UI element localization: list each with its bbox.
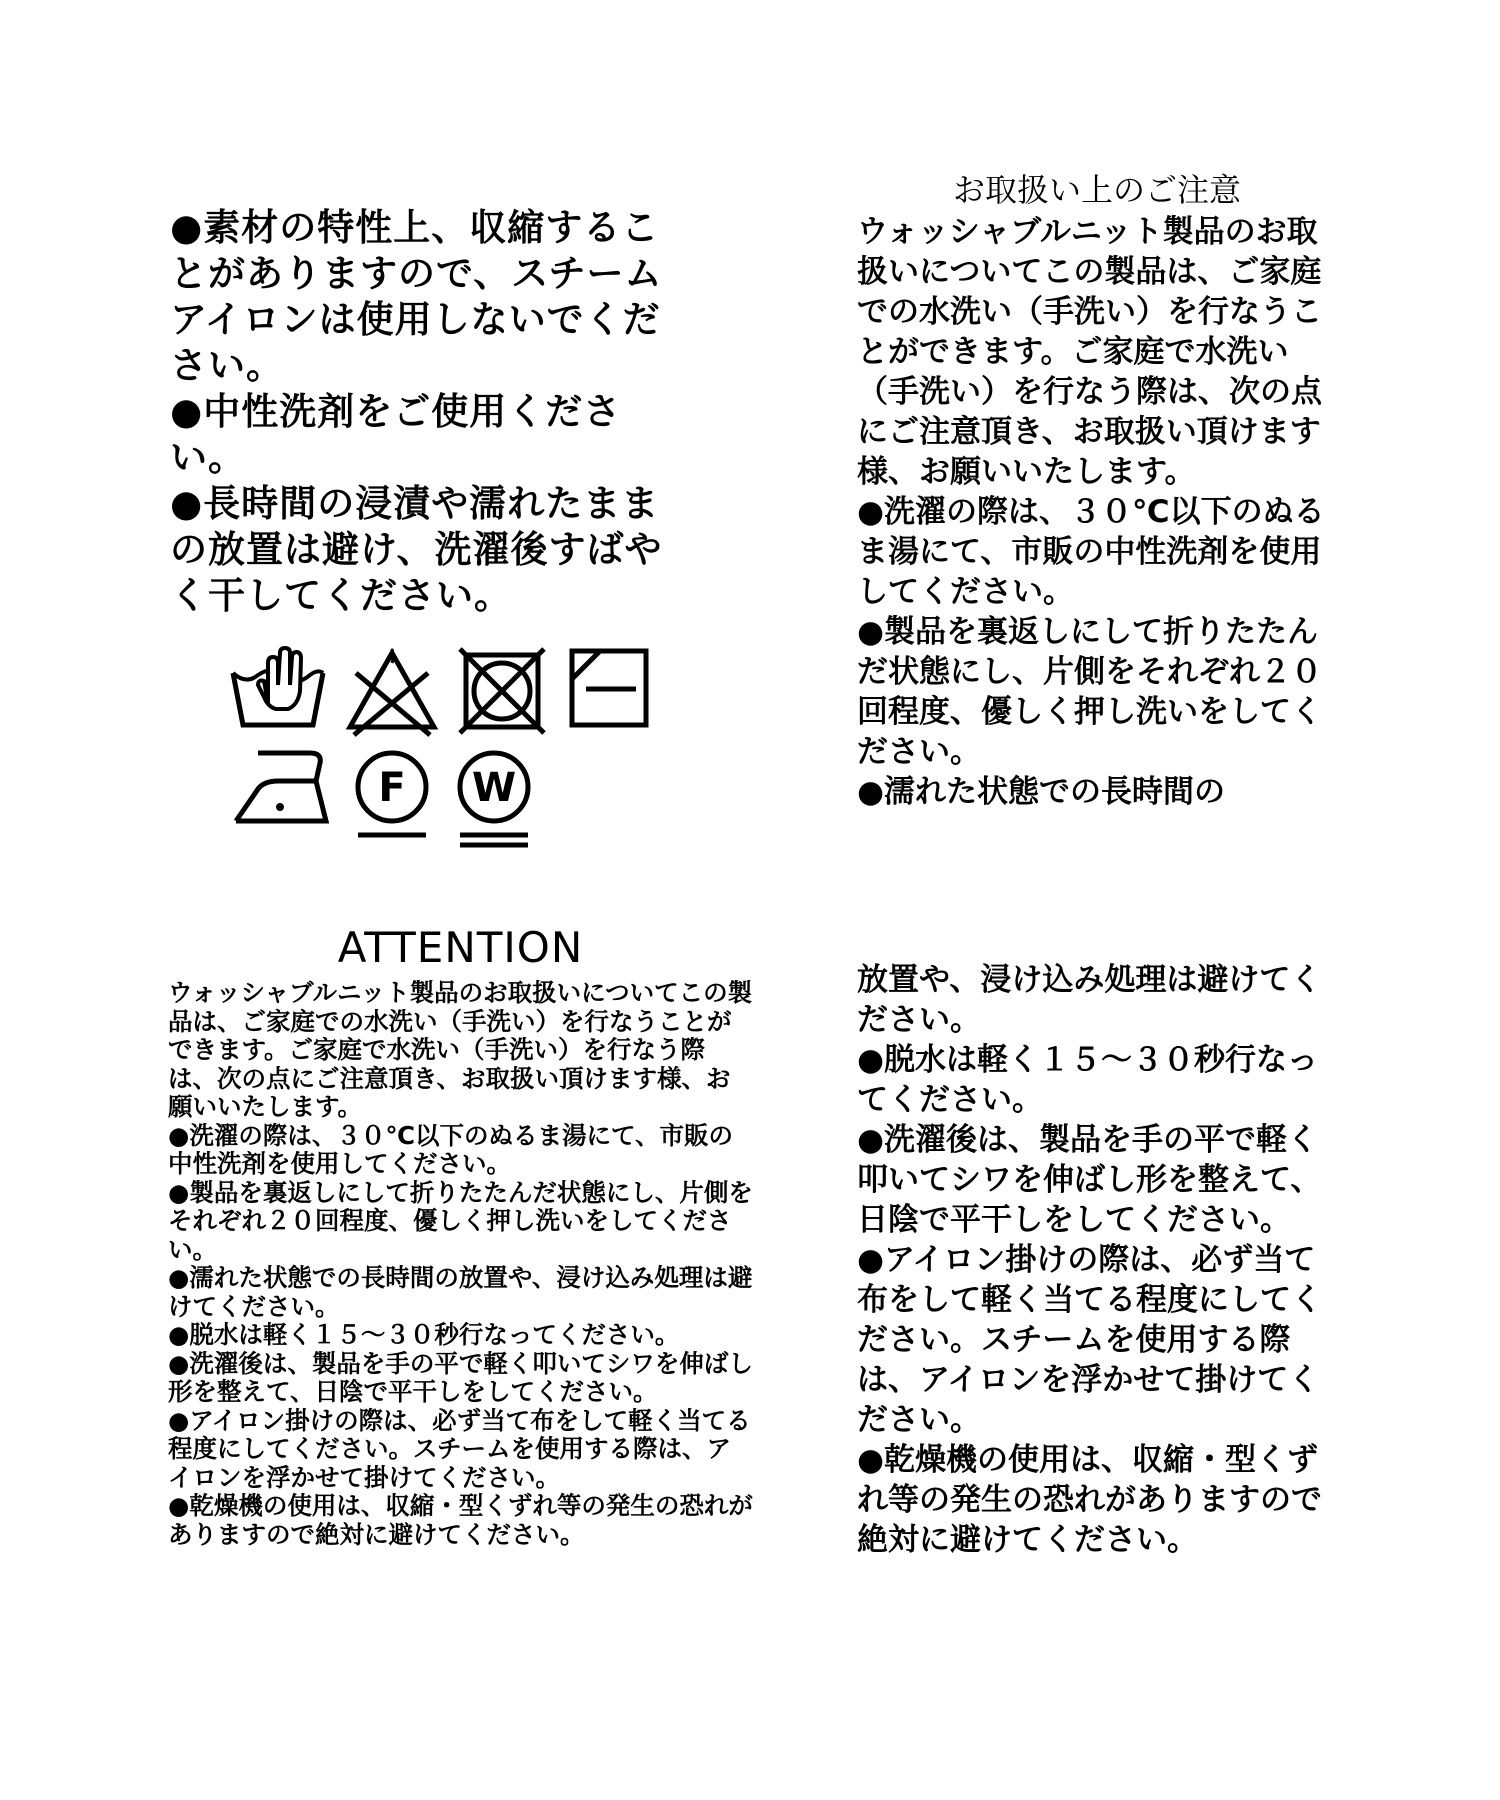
handling-after-wash: ●洗濯後は、製品を手の平で軽く叩いてシワを伸ばし形を整えて、日陰で平干しをしてください。 bbox=[857, 1122, 1322, 1238]
wet-clean-letter: W bbox=[471, 765, 517, 811]
care-symbols-row-2 bbox=[228, 745, 536, 853]
note-no-soaking: ●長時間の浸漬や濡れたままの放置は避け、洗濯後すばやく干してください。 bbox=[170, 482, 663, 617]
dry-clean-f-icon bbox=[350, 745, 434, 853]
attention-paragraph: ●洗濯後は、製品を手の平で軽く叩いてシワを伸ばし形を整えて、日陰で平干しをしてください。 bbox=[168, 1348, 753, 1406]
handling-intro: ウォッシャブルニット製品のお取扱いについてこの製品は、ご家庭での水洗い（手洗い）を行なうことができます。ご家庭で水洗い（手洗い）を行なう際は、次の点にご注意頂き、お取扱い頂けます様、お願いいたします。 bbox=[857, 214, 1322, 490]
attention-paragraph: ●洗濯の際は、３０℃以下のぬるま湯にて、市販の中性洗剤を使用してください。 bbox=[168, 1120, 734, 1178]
attention-block bbox=[168, 925, 753, 1549]
handling-wet-state: ●濡れた状態での長時間の bbox=[857, 774, 1226, 810]
no-bleach-icon bbox=[346, 645, 438, 737]
no-tumble-dry-icon bbox=[456, 645, 548, 737]
attention-paragraph: ●製品を裏返しにして折りたたんだ状態にし、片側をそれぞれ２０回程度、優しく押し洗いをしてください。 bbox=[168, 1177, 753, 1264]
attention-paragraph: ●乾燥機の使用は、収縮・型くずれ等の発生の恐れがありますので絶対に避けてください。 bbox=[168, 1491, 753, 1549]
attention-title: ATTENTION bbox=[337, 923, 584, 972]
care-symbols-row-1 bbox=[228, 645, 652, 737]
handling-ironing: ●アイロン掛けの際は、必ず当て布をして軽く当てる程度にしてください。スチームを使用する際は、アイロンを浮かせて掛けてください。 bbox=[857, 1242, 1322, 1438]
handling-continued: 放置や、浸け込み処理は避けてください。 bbox=[857, 962, 1322, 1038]
dry-clean-letter: F bbox=[378, 765, 406, 811]
handling-press-wash: ●製品を裏返しにして折りたたんだ状態にし、片側をそれぞれ２０回程度、優しく押し洗いをしてください。 bbox=[857, 614, 1322, 770]
top-left-notes bbox=[170, 205, 690, 619]
iron-low-icon bbox=[228, 745, 332, 853]
bottom-right-notes bbox=[857, 960, 1337, 1560]
attention-paragraph: ●濡れた状態での長時間の放置や、浸け込み処理は避けてください。 bbox=[168, 1263, 753, 1321]
dry-flat-shade-icon bbox=[566, 645, 652, 737]
handling-title: お取扱い上のご注意 bbox=[952, 171, 1241, 209]
hand-wash-icon bbox=[228, 645, 328, 737]
handling-water-temp: ●洗濯の際は、３０℃以下のぬるま湯にて、市販の中性洗剤を使用してください。 bbox=[857, 494, 1325, 610]
handling-spin: ●脱水は軽く１５～３０秒行なってください。 bbox=[857, 1042, 1319, 1118]
note-shrink: ●素材の特性上、収縮することがありますので、スチームアイロンは使用しないでください。 bbox=[170, 206, 663, 387]
attention-paragraph: ウォッシャブルニット製品のお取扱いについてこの製品は、ご家庭での水洗い（手洗い）を行なうことができます。ご家庭で水洗い（手洗い）を行なう際は、次の点にご注意頂き、お取扱い頂けます様、お願いいたします。 bbox=[168, 978, 753, 1121]
handling-dryer: ●乾燥機の使用は、収縮・型くずれ等の発生の恐れがありますので絶対に避けてください。 bbox=[857, 1442, 1322, 1558]
top-right-notes bbox=[857, 170, 1337, 812]
attention-paragraph: ●脱水は軽く１５～３０秒行なってください。 bbox=[168, 1320, 680, 1349]
attention-body bbox=[168, 979, 753, 1549]
attention-paragraph: ●アイロン掛けの際は、必ず当て布をして軽く当てる程度にしてください。スチームを使用する際は、アイロンを浮かせて掛けてください。 bbox=[168, 1405, 751, 1492]
wet-clean-w-icon bbox=[452, 745, 536, 853]
note-neutral-detergent: ●中性洗剤をご使用ください。 bbox=[170, 390, 622, 479]
